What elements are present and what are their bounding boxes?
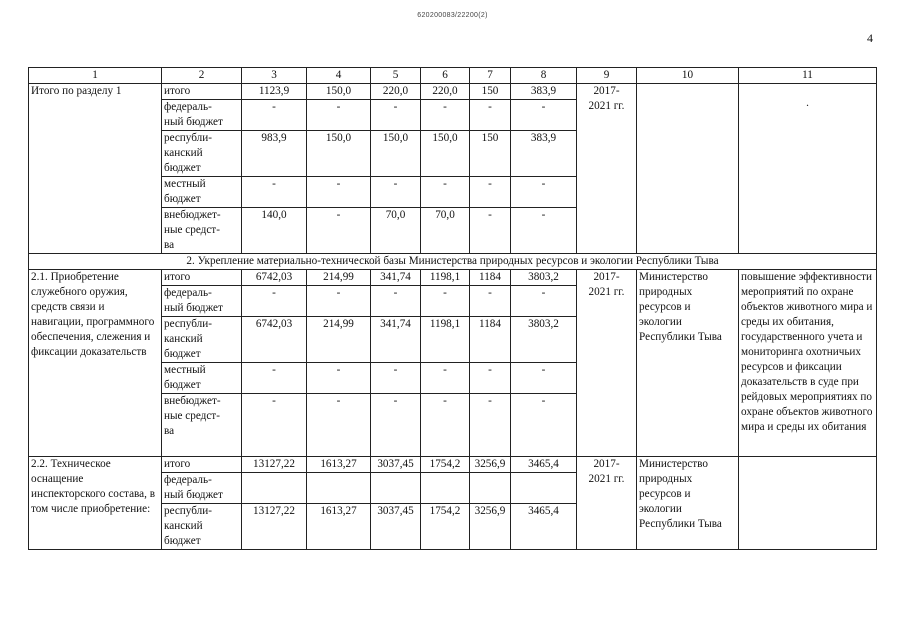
amount-cell xyxy=(242,473,307,504)
header-cell: 4 xyxy=(307,68,371,84)
item21-result: повышение эффективности мероприятий по охране объектов животного мира и среды их обитания, государственного учета и мониторинга охотничьих ресурсов и фиксации доказательств в суде при рейдовых мероприятиях по охране объектов животного мира и среды их обитания xyxy=(739,270,877,457)
amount-cell: 1123,9 xyxy=(242,84,307,100)
amount-cell: - xyxy=(307,177,371,208)
amount-cell: 3465,4 xyxy=(511,504,577,550)
amount-cell: 383,9 xyxy=(511,84,577,100)
amount-cell: - xyxy=(470,208,511,254)
header-cell: 11 xyxy=(739,68,877,84)
amount-cell: 6742,03 xyxy=(242,317,307,363)
amount-cell: - xyxy=(421,394,470,457)
amount-cell: - xyxy=(242,100,307,131)
amount-cell xyxy=(511,473,577,504)
amount-cell: - xyxy=(371,363,421,394)
item21-period: 2017- 2021 гг. xyxy=(577,270,637,457)
amount-cell: 3256,9 xyxy=(470,457,511,473)
amount-cell: 150,0 xyxy=(307,131,371,177)
amount-cell: 3037,45 xyxy=(371,457,421,473)
amount-cell: 150 xyxy=(470,84,511,100)
item22-result xyxy=(739,457,877,550)
amount-cell: - xyxy=(511,286,577,317)
amount-cell: - xyxy=(307,286,371,317)
amount-cell: 1198,1 xyxy=(421,317,470,363)
amount-cell: 220,0 xyxy=(371,84,421,100)
amount-cell: 341,74 xyxy=(371,317,421,363)
amount-cell: - xyxy=(421,363,470,394)
amount-cell: - xyxy=(371,286,421,317)
amount-cell: - xyxy=(371,177,421,208)
funding-source-label: республи- канский бюджет xyxy=(162,131,242,177)
amount-cell: - xyxy=(511,394,577,457)
amount-cell xyxy=(307,473,371,504)
header-cell: 1 xyxy=(29,68,162,84)
amount-cell: - xyxy=(371,100,421,131)
amount-cell: - xyxy=(511,363,577,394)
header-cell: 2 xyxy=(162,68,242,84)
header-cell: 6 xyxy=(421,68,470,84)
funding-source-label: местный бюджет xyxy=(162,363,242,394)
funding-source-label: итого xyxy=(162,457,242,473)
funding-source-label: федераль- ный бюджет xyxy=(162,473,242,504)
amount-cell: 150,0 xyxy=(421,131,470,177)
section-2-title: 2. Укрепление материально-технической базы Министерства природных ресурсов и экологии Республики Тыва xyxy=(29,254,877,270)
amount-cell: 70,0 xyxy=(421,208,470,254)
funding-source-label: федераль- ный бюджет xyxy=(162,100,242,131)
funding-source-label: внебюджет- ные средст- ва xyxy=(162,394,242,457)
amount-cell: 1754,2 xyxy=(421,457,470,473)
item22-period: 2017- 2021 гг. xyxy=(577,457,637,550)
header-cell: 5 xyxy=(371,68,421,84)
amount-cell: - xyxy=(421,286,470,317)
amount-cell: - xyxy=(421,100,470,131)
amount-cell: - xyxy=(307,100,371,131)
amount-cell: 220,0 xyxy=(421,84,470,100)
table-row xyxy=(29,270,877,286)
funding-source-label: федераль- ный бюджет xyxy=(162,286,242,317)
amount-cell: 150 xyxy=(470,131,511,177)
amount-cell: - xyxy=(470,286,511,317)
amount-cell: - xyxy=(242,177,307,208)
amount-cell: 1184 xyxy=(470,270,511,286)
amount-cell: 1613,27 xyxy=(307,504,371,550)
amount-cell: 983,9 xyxy=(242,131,307,177)
amount-cell: 383,9 xyxy=(511,131,577,177)
amount-cell: 3803,2 xyxy=(511,317,577,363)
amount-cell: 1184 xyxy=(470,317,511,363)
amount-cell: - xyxy=(307,363,371,394)
itogo1-name: Итого по разделу 1 xyxy=(29,84,162,254)
amount-cell: 13127,22 xyxy=(242,457,307,473)
amount-cell: 3803,2 xyxy=(511,270,577,286)
itogo1-result: . xyxy=(739,84,877,254)
amount-cell: 1754,2 xyxy=(421,504,470,550)
amount-cell: - xyxy=(371,394,421,457)
amount-cell: - xyxy=(242,286,307,317)
amount-cell xyxy=(470,473,511,504)
amount-cell: - xyxy=(307,208,371,254)
amount-cell: - xyxy=(470,363,511,394)
funding-source-label: итого xyxy=(162,270,242,286)
funding-source-label: внебюджет- ные средст- ва xyxy=(162,208,242,254)
funding-source-label: республи- канский бюджет xyxy=(162,317,242,363)
funding-source-label: итого xyxy=(162,84,242,100)
header-cell: 8 xyxy=(511,68,577,84)
amount-cell: 3037,45 xyxy=(371,504,421,550)
amount-cell: 1198,1 xyxy=(421,270,470,286)
amount-cell: - xyxy=(511,208,577,254)
amount-cell: 214,99 xyxy=(307,317,371,363)
amount-cell: - xyxy=(511,100,577,131)
header-cell: 9 xyxy=(577,68,637,84)
amount-cell: - xyxy=(421,177,470,208)
amount-cell: - xyxy=(470,100,511,131)
funding-source-label: местный бюджет xyxy=(162,177,242,208)
amount-cell: 3256,9 xyxy=(470,504,511,550)
amount-cell xyxy=(421,473,470,504)
amount-cell: 70,0 xyxy=(371,208,421,254)
item21-executor: Министерство природных ресурсов и экологии Республики Тыва xyxy=(637,270,739,457)
amount-cell: 13127,22 xyxy=(242,504,307,550)
amount-cell: - xyxy=(242,363,307,394)
table-row xyxy=(29,84,877,100)
amount-cell: - xyxy=(307,394,371,457)
document-code: 620200083/22200(2) xyxy=(417,12,488,19)
amount-cell: - xyxy=(470,394,511,457)
header-cell: 10 xyxy=(637,68,739,84)
item21-name: 2.1. Приобретение служебного оружия, средств связи и навигации, программного обеспечения, слежения и фиксации доказательств xyxy=(29,270,162,457)
amount-cell: 341,74 xyxy=(371,270,421,286)
amount-cell: 1613,27 xyxy=(307,457,371,473)
header-cell: 3 xyxy=(242,68,307,84)
page-number: 4 xyxy=(867,31,873,45)
amount-cell: 214,99 xyxy=(307,270,371,286)
amount-cell: 3465,4 xyxy=(511,457,577,473)
amount-cell: - xyxy=(511,177,577,208)
item22-name: 2.2. Техническое оснащение инспекторского состава, в том числе приобретение: xyxy=(29,457,162,550)
amount-cell: 140,0 xyxy=(242,208,307,254)
budget-table xyxy=(28,67,877,550)
section-title-row xyxy=(29,254,877,270)
header-cell: 7 xyxy=(470,68,511,84)
amount-cell: 150,0 xyxy=(307,84,371,100)
amount-cell: - xyxy=(470,177,511,208)
table-row xyxy=(29,457,877,473)
amount-cell xyxy=(371,473,421,504)
item22-executor: Министерство природных ресурсов и экологии Республики Тыва xyxy=(637,457,739,550)
funding-source-label: республи- канский бюджет xyxy=(162,504,242,550)
itogo1-executor xyxy=(637,84,739,254)
amount-cell: 150,0 xyxy=(371,131,421,177)
amount-cell: 6742,03 xyxy=(242,270,307,286)
header-row xyxy=(29,68,877,84)
itogo1-period: 2017- 2021 гг. xyxy=(577,84,637,254)
amount-cell: - xyxy=(242,394,307,457)
